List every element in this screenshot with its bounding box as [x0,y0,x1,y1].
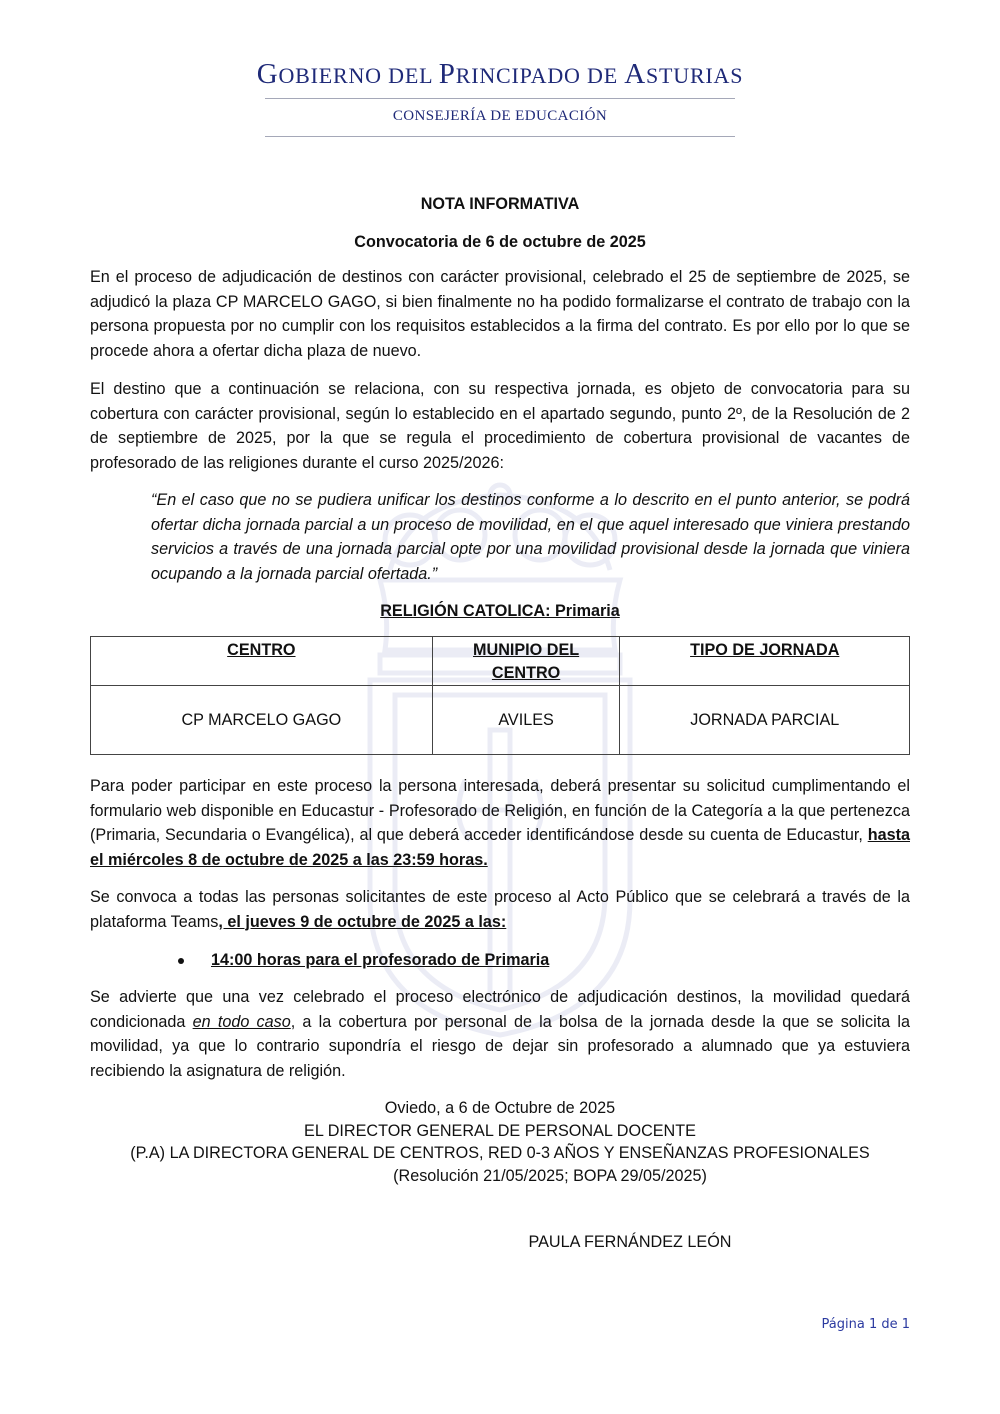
letterhead-title-part: RINCIPADO DE [455,63,625,88]
cell-centro: CP MARCELO GAGO [91,686,433,755]
document-subheading: Convocatoria de 6 de octubre de 2025 [354,233,646,251]
table-header-row [91,637,910,686]
letterhead-title-part: OBIERNO DEL [278,63,439,88]
section-title [90,599,910,624]
letterhead-title [0,58,1000,91]
page-number: Página 1 de 1 [821,1317,910,1332]
letterhead-title-cap: P [438,58,456,90]
signer-name-text: PAULA FERNÁNDEZ LEÓN [528,1233,732,1251]
bullet-text: 14:00 horas para el profesorado de Primaria [211,951,550,969]
letterhead-divider [265,136,735,137]
column-header-text: CENTRO [227,641,296,659]
column-header-centro [91,637,433,686]
signature-line-3: (Resolución 21/05/2025; BOPA 29/05/2025) [393,1167,707,1185]
signature-line-2: (P.A) LA DIRECTORA GENERAL DE CENTROS, RED 0-3 AÑOS Y ENSEÑANZAS PROFESIONALES [130,1144,870,1162]
bullet-icon [178,958,184,964]
paragraph-acto-publico-text: Se convoca a todas las personas solicitantes de este proceso al Acto Público que se celebrará a través de la plataforma Teams [90,888,910,931]
acto-publico-date: , el jueves 9 de octubre de 2025 a las: [218,912,507,931]
column-header-text: MUNIPIO DEL CENTRO [473,641,580,682]
cell-jornada: JORNADA PARCIAL [620,686,910,755]
section-title-text: RELIGIÓN CATOLICA: Primaria [380,602,620,620]
document-heading: NOTA INFORMATIVA [420,195,580,213]
paragraph-advertencia-text: Se advierte que una vez celebrado el proceso electrónico de adjudicación destinos, la movilidad quedará condicionada [90,988,910,1031]
letterhead-title-cap: A [624,58,646,90]
paragraph-solicitud [90,774,910,872]
quoted-resolution: “En el caso que no se pudiera unificar los destinos conforme a lo descrito en el punto anterior, se podrá ofertar dicha jornada parcial a un proceso de movilidad, en el que aquel interesado que viniera prestando servicios a través de una jornada parcial opte por una movilidad provisional desde la jornada que viniera ocupando a la jornada parcial ofertada.” [151,491,910,583]
paragraph-advertencia [90,985,910,1083]
paragraph-solicitud-text: Para poder participar en este proceso la persona interesada, deberá presentar su solicitud cumplimentando el formulario web disponible en Educastur - Profesorado de Religión, en función de la Categoría a la que pertenezca (Primaria, Secundaria o Evangélica), al que deberá acceder identificándose desde su cuenta de Educastur, [90,777,910,844]
cell-municipio: AVILES [432,686,620,755]
emphasis-text: en todo caso [192,1012,291,1031]
signature-line-1: EL DIRECTOR GENERAL DE PERSONAL DOCENTE [304,1122,696,1140]
letterhead-title-part: STURIAS [645,63,744,88]
column-header-jornada [620,637,910,686]
signer-name [90,1233,1000,1252]
letterhead-divider [265,98,735,99]
table-row [91,686,910,755]
letterhead-title-cap: G [256,58,279,90]
paragraph-advertencia-text: , a la cobertura por personal de la bolsa de la jornada desde la que se solicita la movilidad, ya que lo contrario supondría el riesgo de dejar sin profesorado a alumnado que ya estuviera recibiendo la asignatura de religión. [90,1012,910,1080]
paragraph-acto-publico [90,885,910,934]
column-header-municipio [432,637,620,686]
deadline-text: hasta el miércoles 8 de octubre de 2025 a las 23:59 horas. [90,826,910,869]
signature-place-date: Oviedo, a 6 de Octubre de 2025 [384,1099,616,1117]
paragraph-convocatoria: El destino que a continuación se relaciona, con su respectiva jornada, es objeto de convocatoria para su cobertura con carácter provisional, según lo establecido en el apartado segundo, punto 2º, de la Resolución de 2 de septiembre de 2025, por la que se regula el procedimiento de cobertura provisional de vacantes de profesorado de las religiones durante el curso 2025/2026: [90,380,910,472]
destinations-table [90,636,910,755]
letterhead-subtitle: CONSEJERÍA DE EDUCACIÓN [392,108,608,124]
paragraph-intro: En el proceso de adjudicación de destinos con carácter provisional, celebrado el 25 de septiembre de 2025, se adjudicó la plaza CP MARCELO GAGO, si bien finalmente no ha podido formalizarse el contrato de trabajo con la persona propuesta por no cumplir con los requisitos establecidos a la firma del contrato. Es por ello por lo que se procede ahora a ofertar dicha plaza de nuevo. [90,268,910,360]
column-header-text: TIPO DE JORNADA [690,641,840,659]
